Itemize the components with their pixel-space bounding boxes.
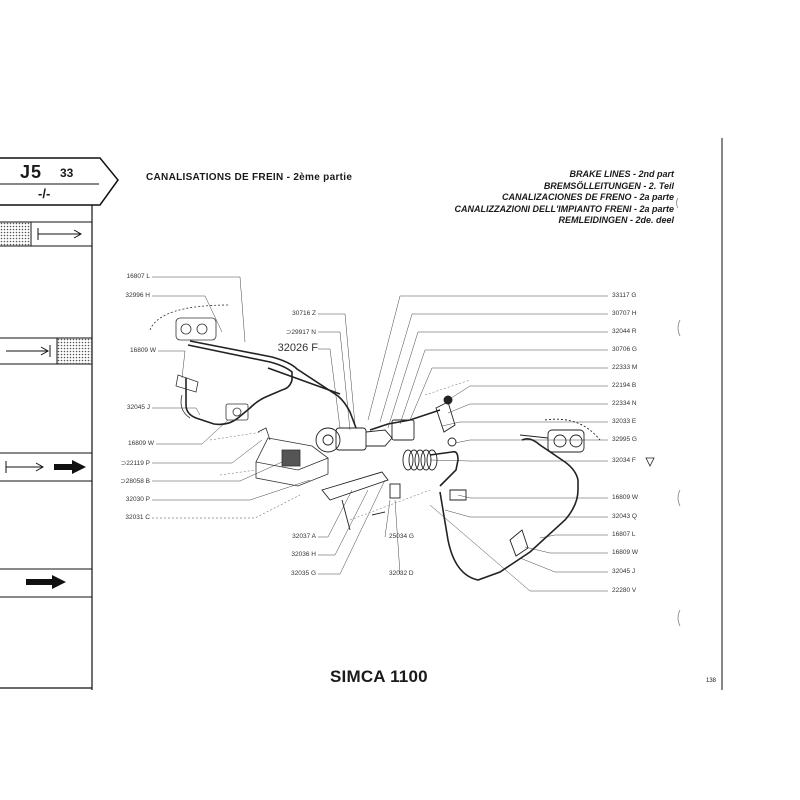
part-label: 16809 W [612, 494, 639, 501]
part-label: 32036 H [291, 551, 316, 558]
code-slash: -/- [38, 186, 51, 201]
part-label: 16809 W [129, 347, 156, 354]
part-label: 32995 G [612, 436, 637, 443]
part-label: 32045 J [126, 404, 150, 411]
part-label: 30716 Z [292, 310, 316, 317]
code-sub: 33 [60, 166, 74, 180]
part-label: 33117 G [612, 292, 637, 299]
part-label: 30706 G [612, 346, 637, 353]
code-main: J5 [20, 162, 43, 182]
part-label: 22194 B [612, 382, 637, 389]
part-label: 32034 F [612, 457, 636, 464]
part-label: 22333 M [612, 364, 638, 371]
part-label: 32043 Q [612, 513, 637, 520]
part-label: 32035 G [291, 570, 316, 577]
part-label: 16807 L [126, 273, 150, 280]
part-label: 16807 L [612, 531, 636, 538]
part-label: 32044 R [612, 328, 637, 335]
part-label: 32030 P [125, 496, 150, 503]
part-label: 16809 W [612, 549, 639, 556]
title-en: BRAKE LINES - 2nd part [569, 169, 674, 179]
part-label: 32032 D [389, 570, 414, 577]
page-number: 138 [706, 678, 717, 684]
title-nl: REMLEIDINGEN - 2de. deel [558, 215, 674, 226]
part-label: 32037 A [292, 533, 316, 540]
part-label: 22334 N [612, 400, 637, 407]
part-label: 32996 H [125, 292, 150, 299]
part-label: 16809 W [127, 440, 154, 447]
part-label: ⊃28058 B [120, 478, 150, 485]
title-it: CANALIZZAZIONI DELL'IMPIANTO FRENI - 2a parte [454, 203, 674, 214]
part-label: 25034 G [389, 533, 414, 540]
title-french: CANALISATIONS DE FREIN - 2ème partie [146, 172, 353, 183]
part-label: 32033 E [612, 418, 637, 425]
brand-name: SIMCA 1100 [330, 667, 428, 686]
part-label: 32045 J [612, 568, 636, 575]
part-label: ⊃22119 P [120, 460, 150, 467]
title-de: BREMSÖLLEITUNGEN - 2. Teil [543, 180, 674, 191]
part-label: 22280 V [612, 587, 637, 594]
part-label: 32031 C [125, 514, 150, 521]
part-label: 30707 H [612, 310, 637, 317]
part-label: 32026 F [277, 342, 318, 354]
title-es: CANALIZACIONES DE FRENO - 2a parte [501, 192, 674, 203]
part-label: ⊃29917 N [285, 329, 316, 336]
